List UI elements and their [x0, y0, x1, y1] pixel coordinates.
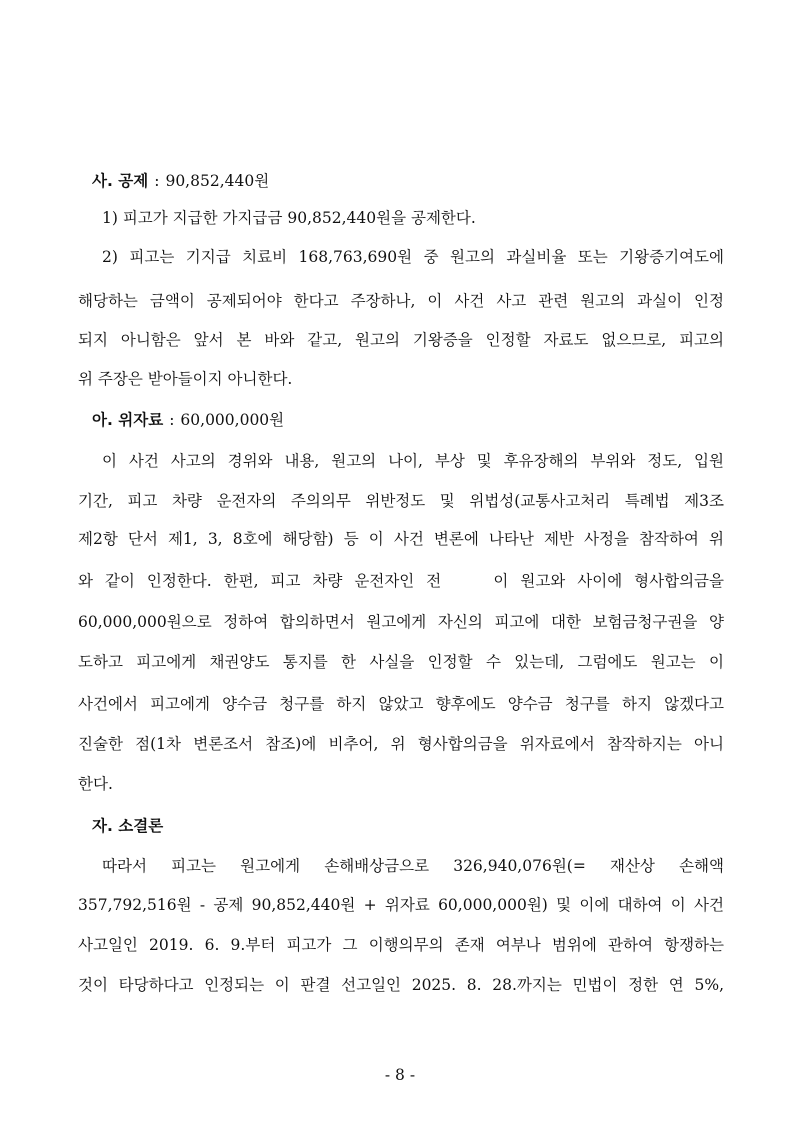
heading-amount: 90,852,440원 — [165, 172, 270, 190]
paragraph-line: 위 주장은 받아들이지 아니한다. — [78, 370, 293, 388]
section-heading-conclusion — [92, 815, 738, 837]
heading-label: 자. 소결론 — [92, 817, 164, 835]
paragraph-line: 357,792,516원 - 공제 90,852,440원 + 위자료 60,000,000원) 및 이에 대하여 이 사건 — [78, 896, 724, 914]
section-heading-deduction: 사. 공제 : 90,852,440원 — [92, 172, 270, 190]
paragraph-line: 해당하는 금액이 공제되어야 한다고 주장하나, 이 사건 사고 관련 원고의 과실이 인정 — [78, 292, 724, 310]
page-number: - 8 - — [384, 1066, 416, 1084]
paragraph-line: 제2항 단서 제1, 3, 8호에 해당함) 등 이 사건 변론에 나타난 제반 사정을 참작하여 위 — [78, 530, 724, 548]
paragraph-line: 도하고 피고에게 채권양도 통지를 한 사실을 인정할 수 있는데, 그럼에도 원고는 이 — [78, 653, 724, 671]
section-heading-consolation: 아. 위자료 : 60,000,000원 — [92, 411, 285, 429]
paragraph-line: 기간, 피고 차량 운전자의 주의의무 위반정도 및 위법성(교통사고처리 특례법 제3조 — [78, 492, 724, 510]
paragraph-line: 와 같이 인정한다. 한편, 피고 차량 운전자인 전 이 원고와 사이에 형사합의금을 — [78, 572, 724, 590]
paragraph-line: 사고일인 2019. 6. 9.부터 피고가 그 이행의무의 존재 여부나 범위에 관하여 항쟁하는 — [78, 936, 724, 954]
paragraph-line: 진술한 점(1차 변론조서 참조)에 비추어, 위 형사합의금을 위자료에서 참작하지는 아니 — [78, 735, 724, 753]
heading-label: 아. 위자료 — [92, 411, 164, 429]
heading-amount: 60,000,000원 — [180, 411, 285, 429]
paragraph-line: 따라서 피고는 원고에게 손해배상금으로 326,940,076원(= 재산상 손해액 — [102, 857, 724, 875]
paragraph-line: 이 사건 사고의 경위와 내용, 원고의 나이, 부상 및 후유장해의 부위와 정도, 입원 — [102, 452, 724, 470]
heading-label: 사. 공제 — [92, 172, 149, 190]
paragraph-line: 것이 타당하다고 인정되는 이 판결 선고일인 2025. 8. 28.까지는 민법이 정한 연 5%, — [78, 976, 724, 994]
paragraph-line: 2) 피고는 기지급 치료비 168,763,690원 중 원고의 과실비율 또는 기왕증기여도에 — [102, 248, 724, 266]
paragraph-line: 1) 피고가 지급한 가지급금 90,852,440원을 공제한다. — [102, 209, 476, 227]
paragraph-line: 사건에서 피고에게 양수금 청구를 하지 않았고 향후에도 양수금 청구를 하지 않겠다고 — [78, 695, 724, 713]
paragraph-line: 되지 아니함은 앞서 본 바와 같고, 원고의 기왕증을 인정할 자료도 없으므로, 피고의 — [78, 331, 724, 349]
paragraph-line: 한다. — [78, 775, 113, 793]
paragraph-line: 60,000,000원으로 정하여 합의하면서 원고에게 자신의 피고에 대한 보험금청구권을 양 — [78, 613, 724, 631]
